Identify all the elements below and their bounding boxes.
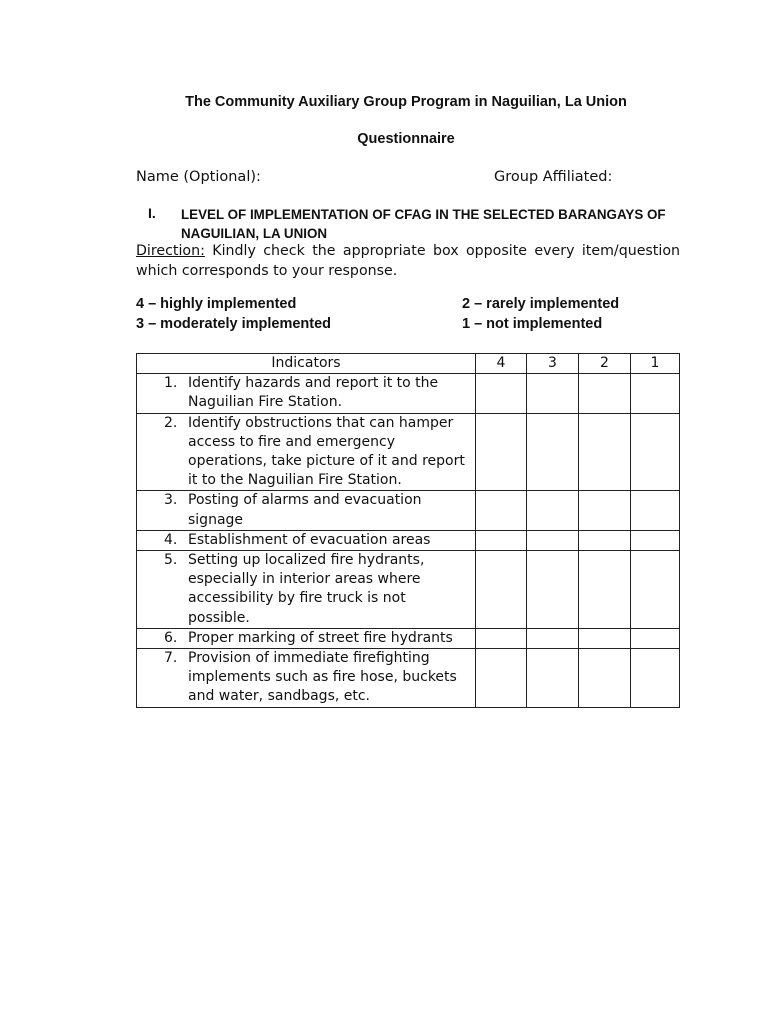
checkbox-cell-2[interactable] (579, 649, 631, 708)
document-title: The Community Auxiliary Group Program in Naguilian, La Union (185, 94, 627, 110)
checkbox-cell-4[interactable] (476, 628, 527, 648)
checkbox-cell-3[interactable] (527, 491, 579, 530)
indicator-number: 6. (164, 629, 178, 646)
legend-highly-implemented: 4 – highly implemented (136, 296, 297, 312)
indicator-cell (137, 530, 476, 550)
name-field-label: Name (Optional): (136, 169, 261, 185)
checkbox-cell-1[interactable] (631, 413, 680, 491)
table-row (137, 413, 680, 491)
indicator-number: 7. (164, 650, 178, 667)
checkbox-cell-2[interactable] (579, 413, 631, 491)
legend-rarely-implemented: 2 – rarely implemented (462, 296, 620, 312)
table-row (137, 374, 680, 413)
checkbox-cell-4[interactable] (476, 491, 527, 530)
indicator-number: 5. (164, 552, 178, 569)
checkbox-cell-3[interactable] (527, 413, 579, 491)
checkbox-cell-1[interactable] (631, 491, 680, 530)
table-row (137, 491, 680, 530)
indicator-text: Proper marking of street fire hydrants (188, 629, 453, 646)
legend-moderately-implemented: 3 – moderately implemented (136, 316, 332, 332)
indicator-text: Identify obstructions that can hamper access to fire and emergency operations, take picture of it and report it to the Naguilian Fire Station. (188, 414, 465, 489)
checkbox-cell-2[interactable] (579, 628, 631, 648)
checkbox-cell-1[interactable] (631, 649, 680, 708)
table-row (137, 551, 680, 629)
checkbox-cell-4[interactable] (476, 649, 527, 708)
indicator-number: 3. (164, 492, 178, 509)
header-rating-1: 1 (631, 354, 680, 374)
section-title: LEVEL OF IMPLEMENTATION OF CFAG IN THE SELECTED BARANGAYS OF NAGUILIAN, LA UNION (181, 207, 666, 241)
checkbox-cell-2[interactable] (579, 491, 631, 530)
checkbox-cell-1[interactable] (631, 530, 680, 550)
table-header-row (137, 354, 680, 374)
checkbox-cell-2[interactable] (579, 374, 631, 413)
header-rating-3: 3 (527, 354, 579, 374)
legend-not-implemented: 1 – not implemented (462, 316, 603, 332)
checkbox-cell-1[interactable] (631, 374, 680, 413)
indicator-cell (137, 374, 476, 413)
indicator-cell (137, 491, 476, 530)
group-field-label: Group Affiliated: (494, 169, 613, 185)
indicator-text: Posting of alarms and evacuation signage (188, 492, 422, 528)
indicator-number: 2. (164, 414, 178, 431)
checkbox-cell-2[interactable] (579, 551, 631, 629)
checkbox-cell-3[interactable] (527, 551, 579, 629)
indicator-text: Identify hazards and report it to the Naguilian Fire Station. (188, 375, 439, 411)
indicators-table (136, 353, 680, 708)
indicator-cell (137, 413, 476, 491)
checkbox-cell-2[interactable] (579, 530, 631, 550)
header-rating-2: 2 (579, 354, 631, 374)
checkbox-cell-4[interactable] (476, 413, 527, 491)
checkbox-cell-3[interactable] (527, 649, 579, 708)
header-indicators: Indicators (137, 354, 476, 374)
checkbox-cell-3[interactable] (527, 628, 579, 648)
section-number: I. (148, 205, 156, 221)
direction-text: Kindly check the appropriate box opposite every item/question which corresponds to your response. (136, 243, 680, 279)
indicator-text: Provision of immediate firefighting implements such as fire hose, buckets and water, sandbags, etc. (188, 650, 457, 705)
checkbox-cell-4[interactable] (476, 374, 527, 413)
checkbox-cell-4[interactable] (476, 551, 527, 629)
checkbox-cell-3[interactable] (527, 374, 579, 413)
checkbox-cell-3[interactable] (527, 530, 579, 550)
table-row (137, 628, 680, 648)
indicator-number: 4. (164, 531, 178, 548)
indicator-text: Establishment of evacuation areas (188, 531, 431, 548)
indicator-cell (137, 551, 476, 629)
indicator-cell (137, 649, 476, 708)
header-rating-4: 4 (476, 354, 527, 374)
checkbox-cell-4[interactable] (476, 530, 527, 550)
table-row (137, 649, 680, 708)
table-row (137, 530, 680, 550)
indicator-number: 1. (164, 375, 178, 392)
checkbox-cell-1[interactable] (631, 628, 680, 648)
indicator-text: Setting up localized fire hydrants, especially in interior areas where accessibility by fire truck is not possible. (188, 552, 425, 626)
direction-label: Direction: (136, 243, 205, 259)
direction-paragraph (136, 241, 680, 281)
indicator-cell (137, 628, 476, 648)
checkbox-cell-1[interactable] (631, 551, 680, 629)
document-subtitle: Questionnaire (357, 131, 455, 147)
